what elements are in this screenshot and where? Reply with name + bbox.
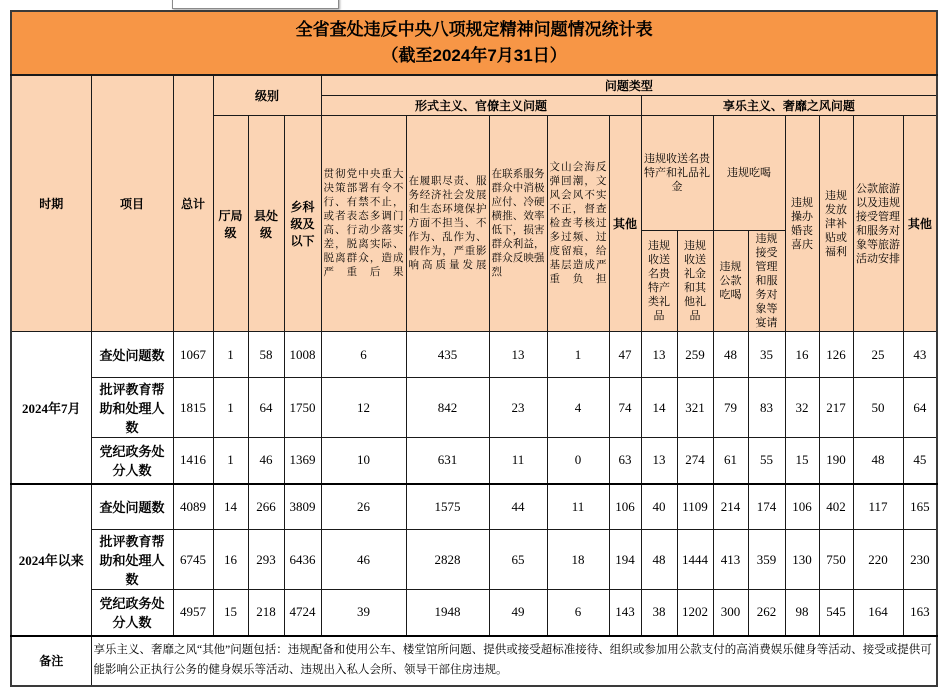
cell: 1 [213,378,248,438]
row-label: 批评教育帮助和处理人数 [91,530,173,590]
cell: 217 [819,378,853,438]
remark-text: 享乐主义、奢靡之风“其他”问题包括：违规配备和使用公车、楼堂馆所问题、提供或接受超标准接待、组织或参加用公款支付的高消费娱乐健身等活动、接受或提供可能影响公正执行公务的健身娱乐等活动、违规出入私人会所、领导干部住房违规。 [91,636,937,686]
cell: 1 [213,332,248,378]
cell: 49 [489,590,547,636]
cell: 48 [713,332,748,378]
cell: 164 [853,590,903,636]
header-row-groups [11,75,937,96]
col-header-gifts-cash: 违规收送礼金和其他礼品 [677,231,713,332]
cell: 1369 [284,438,321,484]
cell: 163 [903,590,937,636]
table-row [11,378,937,438]
col-header-dining-public-funds: 违规公款吃喝 [713,231,748,332]
cell: 46 [248,438,284,484]
cell: 64 [903,378,937,438]
col-header-formalism-2: 在履职尽责、服务经济社会发展和生态环境保护方面不担当、不作为、乱作为、假作为，严重影响高质量发展 [406,116,489,332]
col-header-level-county: 县处级 [248,116,284,332]
cell: 165 [903,484,937,530]
col-group-problem-type: 问题类型 [321,75,937,96]
cell: 262 [748,590,785,636]
remark-row [11,636,937,686]
col-group-formalism: 形式主义、官僚主义问题 [321,96,641,116]
cell: 130 [785,530,819,590]
cell: 1 [213,438,248,484]
cell: 117 [853,484,903,530]
table-row [11,332,937,378]
cell: 750 [819,530,853,590]
cell: 46 [321,530,406,590]
col-group-dining: 违规吃喝 [713,116,785,231]
table-row [11,438,937,484]
cell: 1416 [173,438,213,484]
cell: 40 [641,484,677,530]
cell: 14 [213,484,248,530]
cell: 1815 [173,378,213,438]
cell: 1008 [284,332,321,378]
cell: 16 [785,332,819,378]
cell: 13 [641,438,677,484]
partial-window-fragment [172,0,339,9]
cell: 48 [641,530,677,590]
cell: 1575 [406,484,489,530]
col-header-public-funded-travel: 公款旅游以及违规接受管理和服务对象等旅游活动安排 [853,116,903,332]
cell: 230 [903,530,937,590]
cell: 15 [213,590,248,636]
cell: 4089 [173,484,213,530]
col-group-level: 级别 [213,75,321,116]
col-header-level-township: 乡科级及以下 [284,116,321,332]
row-label: 查处问题数 [91,484,173,530]
cell: 218 [248,590,284,636]
statistics-table [10,10,938,687]
cell: 6745 [173,530,213,590]
cell: 64 [248,378,284,438]
col-header-gifts-specialty: 违规收送名贵特产类礼品 [641,231,677,332]
cell: 631 [406,438,489,484]
remark-label: 备注 [11,636,91,686]
col-header-hedonism-other: 其他 [903,116,937,332]
cell: 55 [748,438,785,484]
cell: 4724 [284,590,321,636]
cell: 58 [248,332,284,378]
row-label: 党纪政务处分人数 [91,438,173,484]
cell: 63 [609,438,641,484]
cell: 174 [748,484,785,530]
cell: 26 [321,484,406,530]
col-header-total: 总计 [173,75,213,332]
row-label: 批评教育帮助和处理人数 [91,378,173,438]
cell: 3809 [284,484,321,530]
cell: 300 [713,590,748,636]
cell: 98 [785,590,819,636]
cell: 220 [853,530,903,590]
cell: 1750 [284,378,321,438]
col-header-formalism-1: 贯彻党中央重大决策部署有令不行、有禁不止，或者表态多调门高、行动少落实差，脱离实际、脱离群众，造成严重后果 [321,116,406,332]
cell: 83 [748,378,785,438]
cell: 259 [677,332,713,378]
cell: 6 [547,590,609,636]
cell: 14 [641,378,677,438]
cell: 6436 [284,530,321,590]
cell: 106 [785,484,819,530]
cell: 32 [785,378,819,438]
col-header-formalism-4: 文山会海反弹回潮，文风会风不实不正，督查检查考核过多过频、过度留痕，给基层造成严重负担 [547,116,609,332]
period-label: 2024年7月 [11,332,91,484]
cell: 359 [748,530,785,590]
col-header-period: 时期 [11,75,91,332]
cell: 74 [609,378,641,438]
cell: 11 [489,438,547,484]
cell: 61 [713,438,748,484]
cell: 321 [677,378,713,438]
cell: 190 [819,438,853,484]
cell: 25 [853,332,903,378]
cell: 545 [819,590,853,636]
cell: 126 [819,332,853,378]
cell: 65 [489,530,547,590]
cell: 6 [321,332,406,378]
cell: 842 [406,378,489,438]
cell: 50 [853,378,903,438]
cell: 2828 [406,530,489,590]
row-label: 查处问题数 [91,332,173,378]
cell: 293 [248,530,284,590]
col-header-level-bureau: 厅局级 [213,116,248,332]
table-title [11,11,937,75]
col-header-formalism-other: 其他 [609,116,641,332]
cell: 1202 [677,590,713,636]
col-header-formalism-3: 在联系服务群众中消极应付、冷硬横推、效率低下，损害群众利益，群众反映强烈 [489,116,547,332]
cell: 38 [641,590,677,636]
cell: 143 [609,590,641,636]
cell: 18 [547,530,609,590]
cell: 35 [748,332,785,378]
col-header-item: 项目 [91,75,173,332]
row-label: 党纪政务处分人数 [91,590,173,636]
cell: 214 [713,484,748,530]
title-line1: 全省查处违反中央八项规定精神问题情况统计表 [295,19,653,39]
cell: 16 [213,530,248,590]
cell: 4957 [173,590,213,636]
cell: 15 [785,438,819,484]
cell: 12 [321,378,406,438]
table-title-row [11,11,937,75]
title-line2: （截至2024年7月31日） [381,46,567,65]
cell: 13 [641,332,677,378]
table-row [11,530,937,590]
cell: 1067 [173,332,213,378]
cell: 79 [713,378,748,438]
cell: 435 [406,332,489,378]
cell: 44 [489,484,547,530]
cell: 48 [853,438,903,484]
table-row [11,590,937,636]
cell: 402 [819,484,853,530]
cell: 274 [677,438,713,484]
cell: 0 [547,438,609,484]
cell: 47 [609,332,641,378]
cell: 1109 [677,484,713,530]
cell: 23 [489,378,547,438]
cell: 194 [609,530,641,590]
col-group-gifts: 违规收送名贵特产和礼品礼金 [641,116,713,231]
col-header-weddings-funerals: 违规操办婚丧喜庆 [785,116,819,332]
cell: 4 [547,378,609,438]
col-group-hedonism: 享乐主义、奢靡之风问题 [641,96,937,116]
cell: 13 [489,332,547,378]
cell: 1948 [406,590,489,636]
col-header-dining-banquets: 违规接受管理和服务对象等宴请 [748,231,785,332]
cell: 413 [713,530,748,590]
cell: 11 [547,484,609,530]
col-header-allowances: 违规发放津补贴或福利 [819,116,853,332]
cell: 266 [248,484,284,530]
cell: 43 [903,332,937,378]
period-label: 2024年以来 [11,484,91,636]
cell: 39 [321,590,406,636]
cell: 1444 [677,530,713,590]
cell: 10 [321,438,406,484]
cell: 45 [903,438,937,484]
table-row [11,484,937,530]
cell: 106 [609,484,641,530]
cell: 1 [547,332,609,378]
